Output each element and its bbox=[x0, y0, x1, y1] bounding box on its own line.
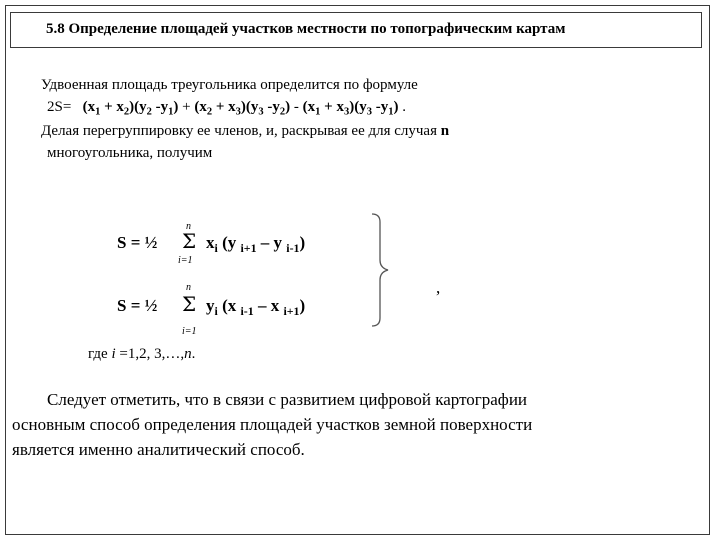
index-range-note: где i =1,2, 3,…,n. bbox=[88, 346, 196, 362]
sum1-lower-limit: i=1 bbox=[178, 255, 193, 266]
conclusion-line-2: основным способ определения площадей участков земной поверхности bbox=[12, 415, 533, 434]
conclusion-line-3: является именно аналитический способ. bbox=[12, 440, 305, 459]
slide-title: 5.8 Определение площадей участков местности по топографическим картам bbox=[46, 21, 566, 37]
sum2-lhs: S = ½ bbox=[117, 296, 158, 315]
brace-comma: , bbox=[436, 278, 441, 297]
sum1-sigma-symbol: Σ bbox=[182, 229, 197, 253]
triangle-area-formula: 2S= $(x_1 + x_2)(y_2$ $-y_1) + (x_2 + x_3)(y_3$ $-y_2) - (x_1 + x_3)(y_3$ $-y_1$) . bbox=[47, 99, 406, 118]
sum2-body: $y_i$ (x $_{i-1}$ – x $_{i+1}$) bbox=[206, 296, 306, 319]
sum1-body: $x_i$ (y $_{i+1}$ – y $_{i-1}$) bbox=[206, 233, 306, 256]
conclusion-line-1: Следует отметить, что в связи с развитием цифровой картографии bbox=[47, 390, 528, 409]
sum2-sigma-symbol: Σ bbox=[182, 292, 197, 316]
sum2-upper-limit: n bbox=[186, 282, 191, 293]
sum2-lower-limit: i=1 bbox=[182, 326, 197, 337]
text-line-4: многоугольника, получим bbox=[47, 145, 213, 161]
text-line-1: Удвоенная площадь треугольника определится по формуле bbox=[41, 77, 418, 93]
sum1-lhs: S = ½ bbox=[117, 233, 158, 252]
curly-brace bbox=[368, 212, 398, 328]
sum1-upper-limit: n bbox=[186, 221, 191, 232]
text-line-3: Делая перегруппировку ее членов, и, раскрывая ее для случая n bbox=[41, 123, 450, 139]
